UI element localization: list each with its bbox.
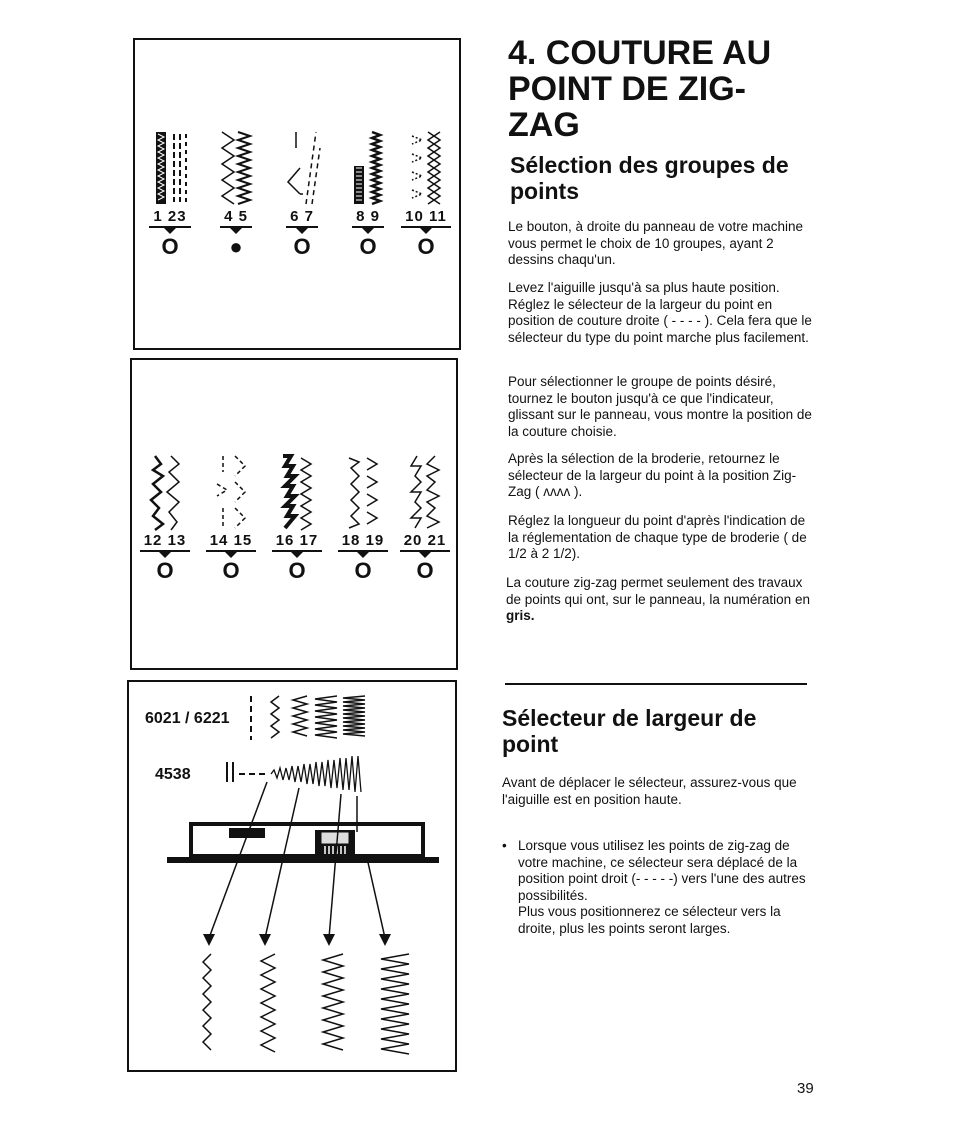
group-numbers: 1 23 xyxy=(149,208,190,228)
paragraph-2: Levez l'aiguille jusqu'à sa plus haute position. Réglez le sélecteur de la largeur du point en position de couture droite ( - - - - ). Cela fera que le sélecteur du type du point marche plus facilement. xyxy=(508,280,812,345)
stitch-group-14-15 xyxy=(202,452,260,582)
bullet-item xyxy=(502,838,807,937)
selector-mark: O xyxy=(222,558,240,583)
stitch-pattern-icon xyxy=(282,128,322,208)
selector-mark: O xyxy=(161,234,179,259)
section-divider xyxy=(505,683,807,685)
selector-mark: O xyxy=(359,234,377,259)
stitch-pattern-icon xyxy=(406,128,446,208)
selector-mark: ● xyxy=(229,234,243,259)
bullet-icon: • xyxy=(502,838,507,853)
group-numbers: 20 21 xyxy=(400,532,451,552)
group-numbers: 18 19 xyxy=(338,532,389,552)
stitch-pattern-icon xyxy=(150,128,190,208)
selector-mark: O xyxy=(288,558,306,583)
paragraph-4: Après la sélection de la broderie, retournez le sélecteur de la largeur du point à la position Zig-Zag ( ʌʌʌʌ ). xyxy=(508,451,797,499)
paragraph-6 xyxy=(506,575,811,625)
stitch-group-4 xyxy=(339,128,397,258)
selector-mark: O xyxy=(416,558,434,583)
paragraph-width-1: Avant de déplacer le sélecteur, assurez-vous que l'aiguille est en position haute. xyxy=(502,775,797,807)
model-label-4538: 4538 xyxy=(155,766,191,783)
group-numbers: 16 17 xyxy=(272,532,323,552)
group-numbers: 8 9 xyxy=(352,208,384,228)
section-heading-selection: Sélection des groupes de points xyxy=(510,152,789,204)
width-selector-panel xyxy=(127,680,457,1072)
stitch-panel-2 xyxy=(130,358,458,670)
group-numbers: 4 5 xyxy=(220,208,252,228)
selector-mark: O xyxy=(156,558,174,583)
paragraph-3: Pour sélectionner le groupe de points désiré, tournez le bouton jusqu'à ce que l'indicateur, glissant sur le panneau, vous montre la position de la couture choisie. xyxy=(508,374,812,439)
stitch-pattern-icon xyxy=(405,452,445,532)
stitch-pattern-icon xyxy=(211,452,251,532)
stitch-pattern-icon xyxy=(216,128,256,208)
selector-mark: O xyxy=(354,558,372,583)
bullet-text-cont: Plus vous positionnerez ce sélecteur vers la droite, plus les points seront larges. xyxy=(518,904,781,936)
stitch-group-1 xyxy=(141,128,199,258)
model-label-6021-6221: 6021 / 6221 xyxy=(145,710,230,727)
stitch-panel-1 xyxy=(133,38,461,350)
selector-mark: O xyxy=(417,234,435,259)
stitch-pattern-icon xyxy=(277,452,317,532)
paragraph-1: Le bouton, à droite du panneau de votre machine vous permet le choix de 10 groupes, ayant 2 dessins chaqu'un. xyxy=(508,219,803,267)
stitch-pattern-icon xyxy=(343,452,383,532)
stitch-group-20-21 xyxy=(396,452,454,582)
stitch-group-3 xyxy=(273,128,331,258)
paragraph-6-text: La couture zig-zag permet seulement des travaux de points qui ont, sur le panneau, la numération en xyxy=(506,575,810,607)
stitch-group-16-17 xyxy=(268,452,326,582)
section-heading-width-selector: Sélecteur de largeur de point xyxy=(502,705,757,757)
stitch-group-2 xyxy=(207,128,265,258)
stitch-pattern-icon xyxy=(348,128,388,208)
group-numbers: 12 13 xyxy=(140,532,191,552)
stitch-group-18-19 xyxy=(334,452,392,582)
bullet-text: Lorsque vous utilisez les points de zig-zag de votre machine, ce sélecteur sera déplacé de la position point droit (- - - - -) vers l'une des autres possibilités. xyxy=(518,838,806,903)
page-title: 4. COUTURE AU POINT DE ZIG-ZAG xyxy=(508,34,772,144)
stitch-group-5 xyxy=(397,128,455,258)
paragraph-5: Réglez la longueur du point d'après l'indication de la réglementation de chaque type de broderie ( de 1/2 à 2 1/2). xyxy=(508,513,807,561)
group-numbers: 6 7 xyxy=(286,208,318,228)
page-number: 39 xyxy=(797,1080,814,1097)
selector-mark: O xyxy=(293,234,311,259)
group-numbers: 10 11 xyxy=(401,208,451,228)
paragraph-6-bold: gris. xyxy=(506,608,535,623)
stitch-group-12-13 xyxy=(136,452,194,582)
stitch-pattern-icon xyxy=(145,452,185,532)
group-numbers: 14 15 xyxy=(206,532,257,552)
width-selector-diagram xyxy=(129,682,455,1070)
